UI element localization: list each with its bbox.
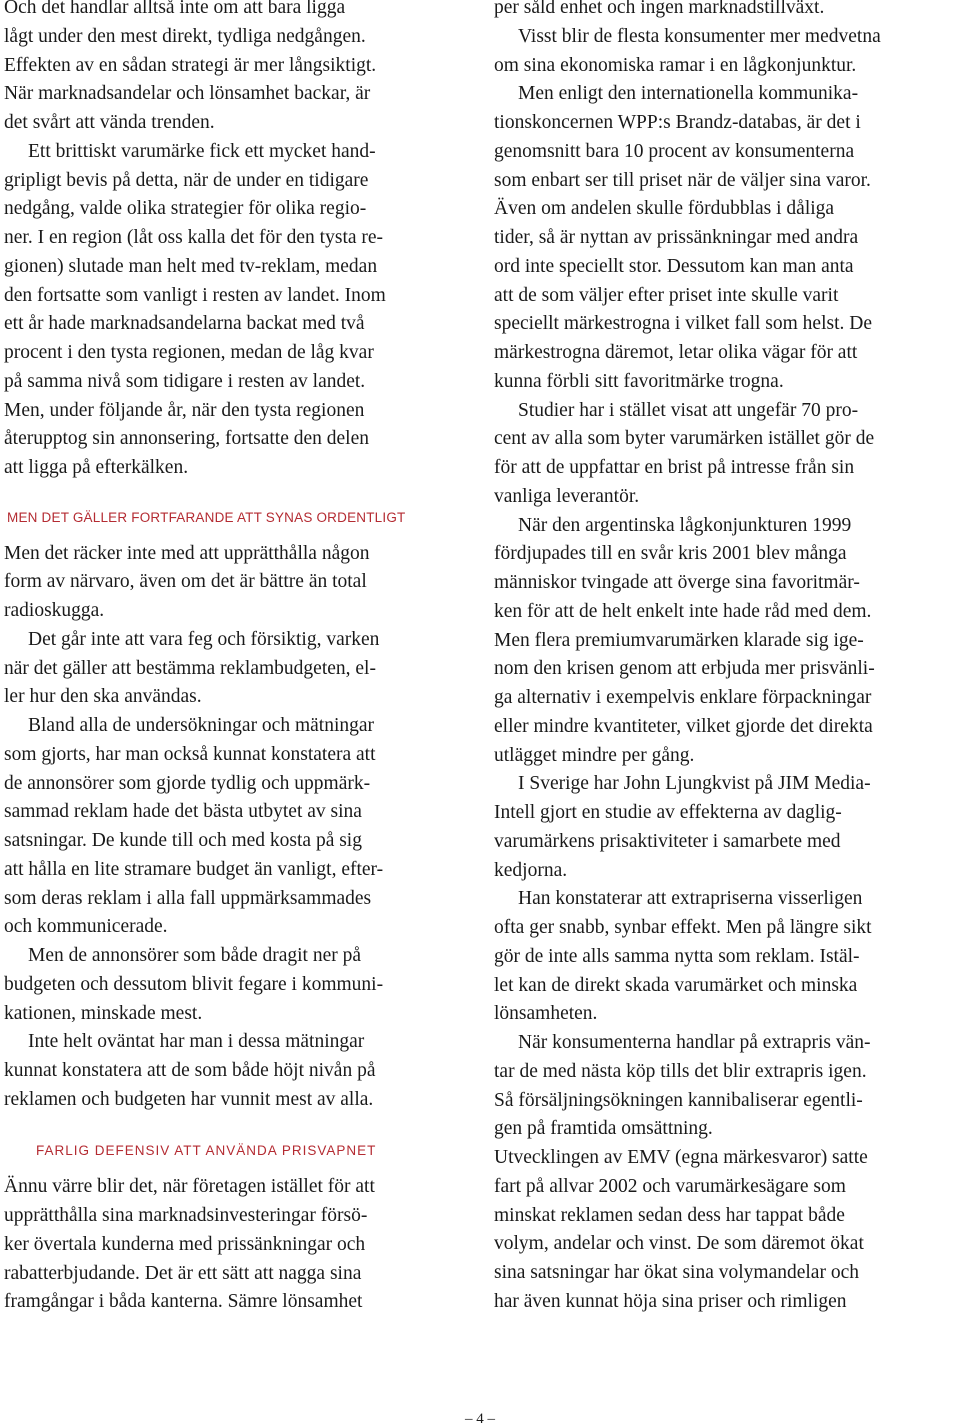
text-line: Så försäljningsökningen kannibaliserar egentli-	[494, 1089, 863, 1111]
text-line: Ett brittiskt varumärke fick ett mycket hand-	[28, 140, 376, 162]
paragraph	[494, 23, 956, 81]
text-line: Effekten av en sådan strategi är mer långsiktigt.	[4, 54, 377, 76]
text-line: som deras reklam i alla fall uppmärksammades	[4, 887, 372, 909]
paragraph	[4, 712, 459, 942]
text-line: I Sverige har John Ljungkvist på JIM Media-	[518, 773, 871, 795]
text-line: upprätthålla sina marknadsinvesteringar försö-	[4, 1205, 368, 1226]
text-line: för att de uppfattar en brist på intresse från sin	[494, 457, 855, 478]
text-line: Inte helt oväntat har man i dessa mätningar	[28, 1031, 365, 1053]
text-line: gen på framtida omsättning.	[494, 1118, 713, 1140]
text-line: speciellt märkestrogna i vilket fall som helst. De	[494, 313, 872, 335]
paragraph	[494, 0, 956, 23]
text-line: Och det handlar alltså inte om att bara ligga	[4, 0, 346, 18]
text-line: procent i den tysta regionen, medan de låg kvar	[4, 342, 374, 363]
text-line: radioskugga.	[4, 600, 105, 621]
text-line: kunna förbli sitt favoritmärke trogna.	[494, 370, 784, 392]
text-line: Han konstaterar att extrapriserna visserligen	[518, 888, 863, 910]
paragraph	[494, 397, 956, 512]
text-line: Men de annonsörer som både dragit ner på	[28, 945, 362, 966]
text-line: minskat reklamen sedan dess har tappat både	[494, 1204, 845, 1226]
text-line: sina satsningar har ökat sina volymandelar och	[494, 1262, 859, 1283]
text-line: Utvecklingen av EMV (egna märkesvaror) satte	[494, 1147, 868, 1168]
text-line: budgeten och dessutom blivit fegare i kommuni-	[4, 973, 384, 995]
text-line: Men enligt den internationella kommunika-	[518, 83, 859, 105]
text-line: Men flera premiumvarumärken klarade sig ige-	[494, 629, 864, 651]
text-line: När den argentinska lågkonjunkturen 1999	[518, 514, 852, 536]
text-line: vanliga leverantör.	[494, 485, 640, 507]
text-line: gör de inte alls samma nytta som reklam. Istäl-	[494, 945, 860, 967]
paragraph	[4, 540, 459, 626]
text-line: reklamen och budgeten har vunnit mest av alla.	[4, 1088, 374, 1110]
paragraph	[494, 512, 956, 771]
text-line: varumärkens prisaktiviteter i samarbete med	[494, 830, 841, 852]
paragraph	[494, 770, 956, 885]
text-line: ler hur den ska användas.	[4, 686, 202, 708]
text-line: nom den krisen genom att erbjuda mer prisvänli-	[494, 658, 875, 680]
text-line: fördjupades till en svår kris 2001 blev många	[494, 543, 847, 565]
text-line: sammad reklam hade det bästa utbytet av sina	[4, 801, 362, 823]
text-line: på samma nivå som tidigare i resten av landet.	[4, 370, 366, 392]
text-line: och kommunicerade.	[4, 916, 168, 938]
text-line: människor tvingade att överge sina favoritmär-	[494, 572, 860, 593]
text-line: gionen) slutade man helt med tv-reklam, medan	[4, 255, 378, 277]
text-line: Ännu värre blir det, när företagen istället för att	[4, 1176, 375, 1198]
section-heading: MEN DET GÄLLER FORTFARANDE ATT SYNAS ORDENTLIGT	[7, 509, 406, 525]
paragraph	[4, 1173, 459, 1317]
section-heading: FARLIG DEFENSIV ATT ANVÄNDA PRISVAPNET	[36, 1142, 377, 1158]
text-line: När konsumenterna handlar på extrapris vän-	[518, 1032, 871, 1053]
paragraph	[494, 80, 956, 396]
text-line: När marknadsandelar och lönsamhet backar, är	[4, 83, 371, 105]
text-line: genomsnitt bara 10 procent av konsumenterna	[494, 140, 855, 162]
text-line: framgångar i båda kanterna. Sämre lönsamhet	[4, 1291, 363, 1313]
text-line: kedjorna.	[494, 859, 568, 881]
text-line: kationen, minskade mest.	[4, 1002, 203, 1024]
text-line: att ligga på efterkälken.	[4, 457, 189, 478]
text-line: ken för att de helt enkelt inte hade råd med dem.	[494, 600, 872, 622]
paragraph	[494, 885, 956, 1029]
text-line: om sina ekonomiska ramar i en lågkonjunktur.	[494, 54, 857, 76]
text-line: Även om andelen skulle fördubblas i dåliga	[494, 198, 835, 220]
text-line: att hålla en lite stramare budget än vanligt, efter-	[4, 858, 384, 880]
text-line: de annonsörer som gjorde tydlig och uppmärk-	[4, 772, 371, 794]
text-line: volym, andelar och vinst. De som däremot ökat	[494, 1233, 864, 1255]
text-line: satsningar. De kunde till och med kosta på sig	[4, 830, 362, 851]
text-line: som enbart ser till priset när de väljer sina varor.	[494, 169, 871, 191]
text-line: tionskoncernen WPP:s Brandz-databas, är det i	[494, 112, 861, 133]
text-line: per såld enhet och ingen marknadstillväxt.	[494, 0, 825, 18]
text-line: som gjorts, har man också kunnat konstatera att	[4, 743, 376, 765]
text-line: när det gäller att bestämma reklambudgeten, el-	[4, 657, 376, 679]
text-line: lågt under den mest direkt, tydliga nedgången.	[4, 25, 366, 47]
text-line: ofta ger snabb, synbar effekt. Men på längre sikt	[494, 917, 872, 938]
text-line: den fortsatte som vanligt i resten av landet. Inom	[4, 284, 386, 306]
text-line: let kan de direkt skada varumärket och minska	[494, 974, 858, 996]
paragraph	[494, 1029, 956, 1144]
text-line: gripligt bevis på detta, när de under en tidigare	[4, 169, 369, 191]
text-line: Studier har i stället visat att ungefär 70 pro-	[518, 399, 859, 421]
left-column	[4, 0, 459, 1317]
text-line: tar de med nästa köp tills det blir extrapris igen.	[494, 1060, 867, 1082]
text-line: Men det räcker inte med att upprätthålla någon	[4, 542, 370, 564]
text-line: Det går inte att vara feg och försiktig, varken	[28, 628, 380, 650]
paragraph	[4, 138, 459, 483]
paragraph	[4, 0, 459, 138]
text-line: lönsamheten.	[494, 1003, 598, 1025]
text-line: utlägget mindre per gång.	[494, 744, 695, 766]
text-line: cent av alla som byter varumärken istället gör de	[494, 428, 875, 450]
text-line: märkestrogna däremot, letar olika vägar för att	[494, 342, 858, 363]
text-line: form av närvaro, även om det är bättre än total	[4, 571, 367, 593]
right-column	[494, 0, 956, 1317]
text-line: nedgång, valde olika strategier för olika regio-	[4, 198, 367, 220]
paragraph	[4, 942, 459, 1028]
text-line: har även kunnat höja sina priser och rimligen	[494, 1290, 847, 1312]
text-line: ga alternativ i exempelvis enklare förpackningar	[494, 687, 872, 708]
text-line: rabatterbjudande. Det är ett sätt att nagga sina	[4, 1262, 362, 1284]
text-line: Men, under följande år, när den tysta regionen	[4, 399, 365, 421]
text-line: kunnat konstatera att de som både höjt nivån på	[4, 1060, 376, 1081]
text-line: fart på allvar 2002 och varumärkesägare som	[494, 1175, 846, 1197]
text-line: att de som väljer efter priset inte skulle varit	[494, 284, 839, 306]
text-line: Visst blir de flesta konsumenter mer medvetna	[518, 25, 881, 47]
text-line: tider, så är nyttan av prissänkningar med andra	[494, 227, 859, 248]
text-line: ord inte speciellt stor. Dessutom kan man anta	[494, 255, 854, 277]
text-line: eller mindre kvantiteter, vilket gjorde det direkta	[494, 715, 873, 737]
page-number: – 4 –	[465, 1411, 495, 1427]
paragraph	[4, 1028, 459, 1114]
paragraph	[494, 1144, 956, 1317]
text-line: ker övertala kunderna med prissänkningar och	[4, 1233, 366, 1255]
text-line: ett år hade marknadsandelarna backat med två	[4, 313, 365, 335]
text-line: det svårt att vända trenden.	[4, 112, 215, 133]
text-line: återupptog sin annonsering, fortsatte den delen	[4, 428, 369, 450]
text-line: Intell gjort en studie av effekterna av daglig-	[494, 802, 842, 823]
paragraph	[4, 626, 459, 712]
text-line: Bland alla de undersökningar och mätningar	[28, 715, 375, 736]
text-line: ner. I en region (låt oss kalla det för den tysta re-	[4, 227, 384, 248]
